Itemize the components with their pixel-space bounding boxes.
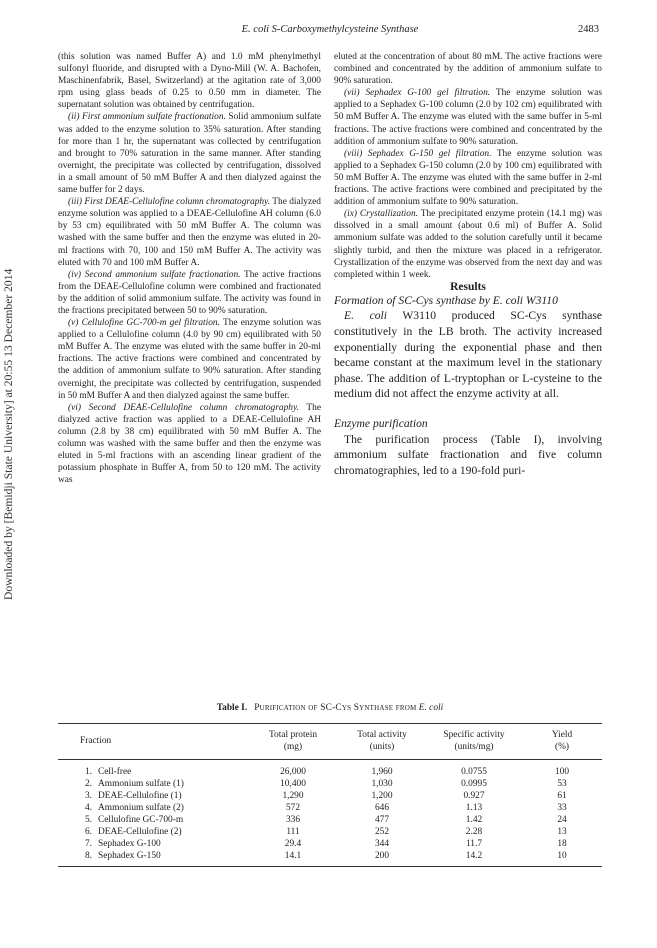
table-organism: E. coli <box>418 703 444 713</box>
paragraph: (vii) Sephadex G-100 gel filtration. The enzyme solution was applied to a Sephadex G-100 column (2.0 by 102 cm) equilibrated with 50 mM Buffer A. The enzyme was eluted with the same buffer in 5-ml fractions. The active fractions were combined and concentrated by the addition of ammonium sulfate to 90% saturation. <box>334 88 602 147</box>
table-label: Table I. <box>216 703 248 713</box>
paragraph: (iii) First DEAE-Cellulofine column chromatography. The dialyzed enzyme solution was applied to a DEAE-Cellulofine AH column (6.0 by 53 cm) equilibrated with 50 mM Buffer A. The column was washed with the same buffer and then the enzyme was eluted in 20-ml fractions with 70, 100 and 150 mM Buffer A. The activity was eluted with 70 and 100 mM Buffer A. <box>58 197 321 268</box>
paragraph: (iv) Second ammonium sulfate fractionation. The active fractions from the DEAE-Cellulofine column were combined and fractionated by the addition of solid ammonium sulfate. The activity was found in the fractions precipitated between 50 to 90% saturation. <box>58 269 321 316</box>
column-header: Specific activity (units/mg) <box>443 730 505 752</box>
table-row: 7. Sephadex G-100 29.4 344 11.7 18 <box>84 839 567 849</box>
table-row: 5. Cellulofine GC-700-m 336 477 1.42 24 <box>84 815 567 825</box>
left-column <box>58 51 321 486</box>
table-row: 3. DEAE-Cellulofine (1) 1,290 1,200 0.927 61 <box>84 791 567 801</box>
running-head: E. coli S-Carboxymethylcysteine Synthase <box>241 24 419 35</box>
column-header: Yield (%) <box>551 730 573 752</box>
column-header: Fraction <box>80 736 112 746</box>
table-row: 6. DEAE-Cellulofine (2) 111 252 2.28 13 <box>84 827 567 837</box>
table-row: 8. Sephadex G-150 14.1 200 14.2 10 <box>58 850 602 867</box>
paragraph: (viii) Sephadex G-150 gel filtration. The enzyme solution was applied to a Sephadex G-150 column (2.0 by 100 cm) equilibrated with 50 mM Buffer A. The enzyme was eluted with the same buffer in 2-ml fractions. The active fractions were combined and precipitated by the addition of ammonium sulfate to 90% saturation. <box>334 148 602 208</box>
table-row: 4. Ammonium sulfate (2) 572 646 1.13 33 <box>84 803 567 813</box>
paragraph: (ii) First ammonium sulfate fractionation. Solid ammonium sulfate was added to the enzyme solution to 35% saturation. After standing for more than 1 hr, the supernatant was collected by centrifugation and brought to 70% saturation in the same manner. After standing overnight, the precipitate was collected by centrifugation, dissolved in a small amount of 50 mM Buffer A and then dialyzed against the same buffer for 2 days. <box>58 112 321 196</box>
paragraph: (v) Cellulofine GC-700-m gel filtration. The enzyme solution was applied to a Cellulofine column (4.0 by 90 cm) equilibrated with 50 mM Buffer A. The enzyme was eluted with the same buffer in 20-ml fractions. The active fractions were combined and concentrated by the addition of ammonium sulfate to 90% saturation. After standing overnight, the precipitate was collected by centrifugation, suspended in 50 mM Buffer A and then dialyzed against the same buffer. <box>58 318 321 401</box>
paragraph: E. coli W3110 produced SC-Cys synthase constitutively in the LB broth. The activity increased exponentially during the exponential phase and then became constant at the maximum level in the stationary phase. The addition of L-tryptophan or L-cysteine to the medium did not affect the enzyme activity at all. <box>334 309 602 401</box>
table-caption <box>58 703 602 713</box>
download-watermark <box>2 170 16 600</box>
column-header: Total activity (units) <box>357 730 407 752</box>
paragraph: The purification process (Table I), involving ammonium sulfate fractionation and five column chromatographies, led to a 190-fold puri- <box>334 432 602 477</box>
table-row: 1. Cell-free 26,000 1,960 0.0755 100 <box>84 767 570 777</box>
subsection-heading: Enzyme purification <box>334 417 428 431</box>
paragraph: (ix) Crystallization. The precipitated enzyme protein (14.1 mg) was dissolved in a small amount (about 0.6 ml) of Buffer A. Solid ammonium sulfate was added to the solution carefully until it became slightly turbid, and then the mixture was placed in a refrigerator. Crystallization of the enzyme was observed from the next day and was completed within 1 week. <box>334 209 602 280</box>
table-row: 2. Ammonium sulfate (1) 10,400 1,030 0.0995 53 <box>84 779 567 789</box>
right-column <box>334 51 602 478</box>
section-title: Results <box>450 280 486 293</box>
purification-table <box>58 723 602 867</box>
paragraph: (this solution was named Buffer A) and 1.0 mM phenylmethyl sulfonyl fluoride, and disrupted with a Dyno-Mill (W. A. Bachofen, Maschinenfabrik, Basel, Switzerland) at the agitation rate of 3,000 rpm using glass beads of 0.25 to 0.50 mm in diameter. The supernatant solution was obtained by centrifugation. <box>58 52 321 111</box>
subsection-heading: Formation of SC-Cys synthase by E. coli W3110 <box>334 293 558 307</box>
paragraph: eluted at the concentration of about 80 mM. The active fractions were combined and concentrated by the addition of ammonium sulfate to 90% saturation. <box>334 52 602 87</box>
table-title: Purification of SC-Cys Synthase from <box>254 703 417 713</box>
table-header-row <box>58 724 602 760</box>
page-number: 2483 <box>578 24 599 35</box>
paragraph: (vi) Second DEAE-Cellulofine column chromatography. The dialyzed active fraction was applied to a DEAE-Cellulofine AH column (2.8 by 38 cm) equilibrated with 50 mM Buffer A. The column was washed with the same buffer and then the enzyme was eluted in 5-ml fractions with an ascending linear gradient of the potassium phosphate in Buffer A, from 50 to 120 mM. The activity was <box>58 402 321 486</box>
download-watermark-text: Downloaded by [Bemidji State University] at 20:55 13 December 2014 <box>2 268 15 600</box>
column-header: Total protein (mg) <box>268 730 318 752</box>
